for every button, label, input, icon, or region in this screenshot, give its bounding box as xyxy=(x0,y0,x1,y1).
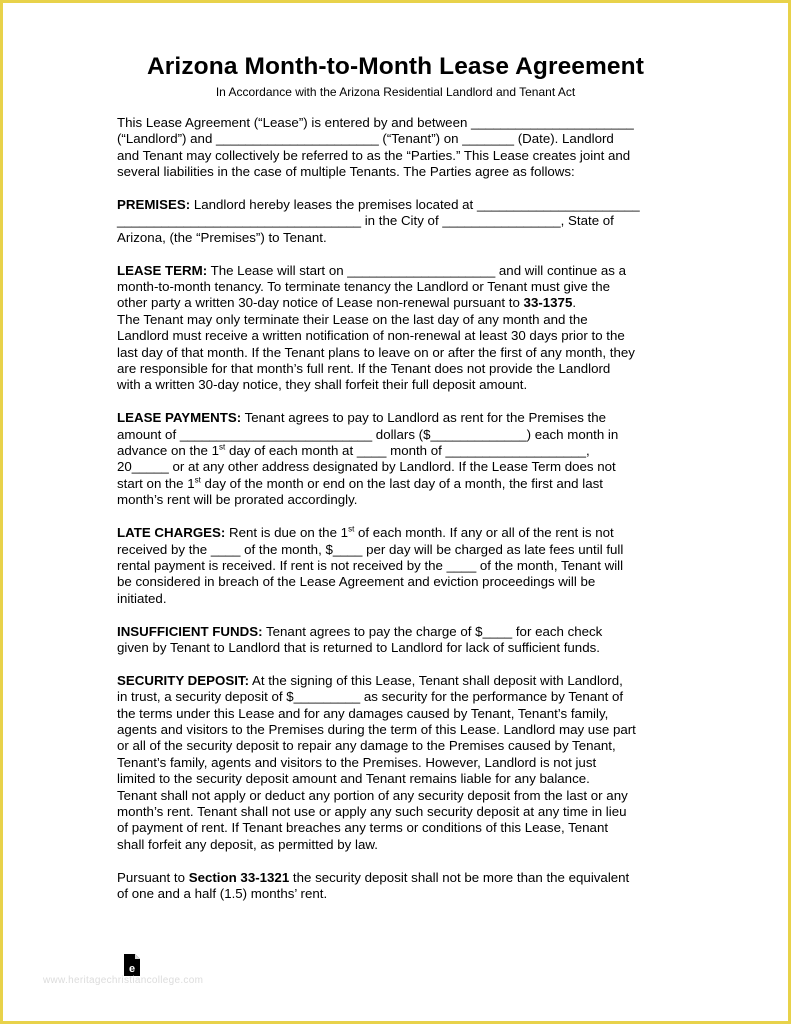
text-line: Tenant agrees to pay the charge of $____ for each check xyxy=(262,623,603,639)
text-line: with a written 30-day notice, they shall forfeit their full deposit amount. xyxy=(117,377,528,393)
text-line: are responsible for that month’s full rent. If the Tenant does not provide the Landlord xyxy=(117,361,611,377)
section-heading: LEASE TERM: xyxy=(117,262,208,278)
text-line: and Tenant may collectively be referred to as the “Parties.” This Lease creates joint and xyxy=(117,147,631,163)
text-line: Arizona, (the “Premises”) to Tenant. xyxy=(117,229,327,245)
lease-payments-section xyxy=(117,410,682,508)
text-line: 20_____ or at any other address designated by Landlord. If the Lease Term does not xyxy=(117,459,616,475)
text-line: Landlord must receive a written notification of non-renewal at least 30 days prior to the xyxy=(117,328,625,344)
text-line: Tenant agrees to pay to Landlord as rent for the Premises the xyxy=(241,410,607,426)
text-line: rental payment is received. If rent is not received by the ____ of the month, Tenant will xyxy=(117,557,624,573)
text-line: shall forfeit any deposit, as permitted by law. xyxy=(117,836,378,852)
section-heading: INSUFFICIENT FUNDS: xyxy=(117,623,263,639)
text-line: month-to-month tenancy. To terminate tenancy the Landlord or Tenant must give the xyxy=(117,279,611,295)
section-heading: PREMISES: xyxy=(117,197,191,213)
text-line: advance on the 1 xyxy=(117,443,220,459)
text-line: The Tenant may only terminate their Lease on the last day of any month and the xyxy=(117,311,588,327)
document-e-icon xyxy=(123,953,141,977)
superscript: st xyxy=(348,524,355,534)
lease-term-section xyxy=(117,263,682,394)
text-line: Landlord hereby leases the premises located at ______________________ xyxy=(190,197,640,213)
watermark-text: www.heritagechristiancollege.com xyxy=(43,975,204,986)
text-line: be considered in breach of the Lease Agreement and eviction proceedings will be xyxy=(117,574,596,590)
intro-paragraph xyxy=(117,115,682,181)
statute-reference: Section 33-1321 xyxy=(188,869,290,885)
late-charges-section xyxy=(117,525,682,607)
superscript: st xyxy=(219,442,226,452)
text-line: of payment of rent. If Tenant breaches any terms or conditions of this Lease, Tenant xyxy=(117,820,609,836)
text-line: This Lease Agreement (“Lease”) is entered by and between ______________________ xyxy=(117,115,634,130)
text-line: Rent is due on the 1 xyxy=(225,525,349,541)
text-line: initiated. xyxy=(117,590,167,606)
text-line: the terms under this Lease and for any damages caused by Tenant, Tenant’s family, xyxy=(117,705,609,721)
text-line: several liabilities in the case of multiple Tenants. The Parties agree as follows: xyxy=(117,164,575,180)
text-line: Tenant shall not apply or deduct any portion of any security deposit from the last or any xyxy=(117,787,628,803)
text-line: last day of that month. If the Tenant plans to leave on or after the first of any month, they xyxy=(117,344,635,360)
text-line: in trust, a security deposit of $_________ as security for the performance by Tenant of xyxy=(117,689,624,705)
text-line: (“Landlord”) and ______________________ (“Tenant”) on _______ (Date). Landlord xyxy=(117,131,614,147)
text-line: amount of __________________________ dollars ($_____________) each month in xyxy=(117,426,619,442)
text-line: At the signing of this Lease, Tenant shall deposit with Landlord, xyxy=(249,672,623,688)
text-line: month’s rent. Tenant shall not use or apply any such security deposit at any time in lieu xyxy=(117,803,627,819)
text-line: of each month. If any or all of the rent is not xyxy=(354,525,614,541)
text-line: day of the month or end on the last day of a month, the first and last xyxy=(200,475,603,491)
text-line: Tenant’s family, agents and visitors to the Premises. However, Landlord is not just xyxy=(117,754,597,770)
svg-text:e: e xyxy=(128,963,136,975)
document-title: Arizona Month-to-Month Lease Agreement xyxy=(147,53,644,80)
section-heading: LEASE PAYMENTS: xyxy=(117,410,242,426)
text-line: other party a written 30-day notice of Lease non-renewal pursuant to xyxy=(117,295,524,311)
superscript: st xyxy=(194,475,201,485)
text-line: start on the 1 xyxy=(117,475,195,491)
security-deposit-section xyxy=(117,673,682,853)
pursuant-paragraph xyxy=(117,870,682,903)
text-line: the security deposit shall not be more than the equivalent xyxy=(289,869,630,885)
section-heading: SECURITY DEPOSIT: xyxy=(117,672,250,688)
insufficient-funds-section xyxy=(117,624,682,657)
premises-section xyxy=(117,197,682,246)
text-line: _________________________________ in the City of ________________, State of xyxy=(117,213,614,229)
document-body xyxy=(117,115,682,919)
section-heading: LATE CHARGES: xyxy=(117,525,226,541)
statute-reference: 33-1375 xyxy=(523,295,573,311)
text-line: of one and a half (1.5) months’ rent. xyxy=(117,885,328,901)
text-line: day of each month at ____ month of ___________________, xyxy=(225,443,590,459)
text-line: month’s rent will be prorated accordingly. xyxy=(117,492,358,508)
document-subtitle: In Accordance with the Arizona Residential Landlord and Tenant Act xyxy=(215,85,576,99)
text-line: limited to the security deposit amount and Tenant remains liable for any balance. xyxy=(117,771,590,787)
text-line: or all of the security deposit to repair any damage to the Premises caused by Tenant, xyxy=(117,738,616,754)
text-line: agents and visitors to the Premises during the term of this Lease. Landlord may use part xyxy=(117,721,636,737)
text-line: received by the ____ of the month, $____ per day will be charged as late fees until full xyxy=(117,541,624,557)
text-line: Pursuant to xyxy=(117,869,189,885)
text-line: The Lease will start on ____________________ and will continue as a xyxy=(207,262,627,278)
text-line: given by Tenant to Landlord that is returned to Landlord for lack of sufficient funds. xyxy=(117,639,600,655)
text-line: . xyxy=(572,295,577,311)
